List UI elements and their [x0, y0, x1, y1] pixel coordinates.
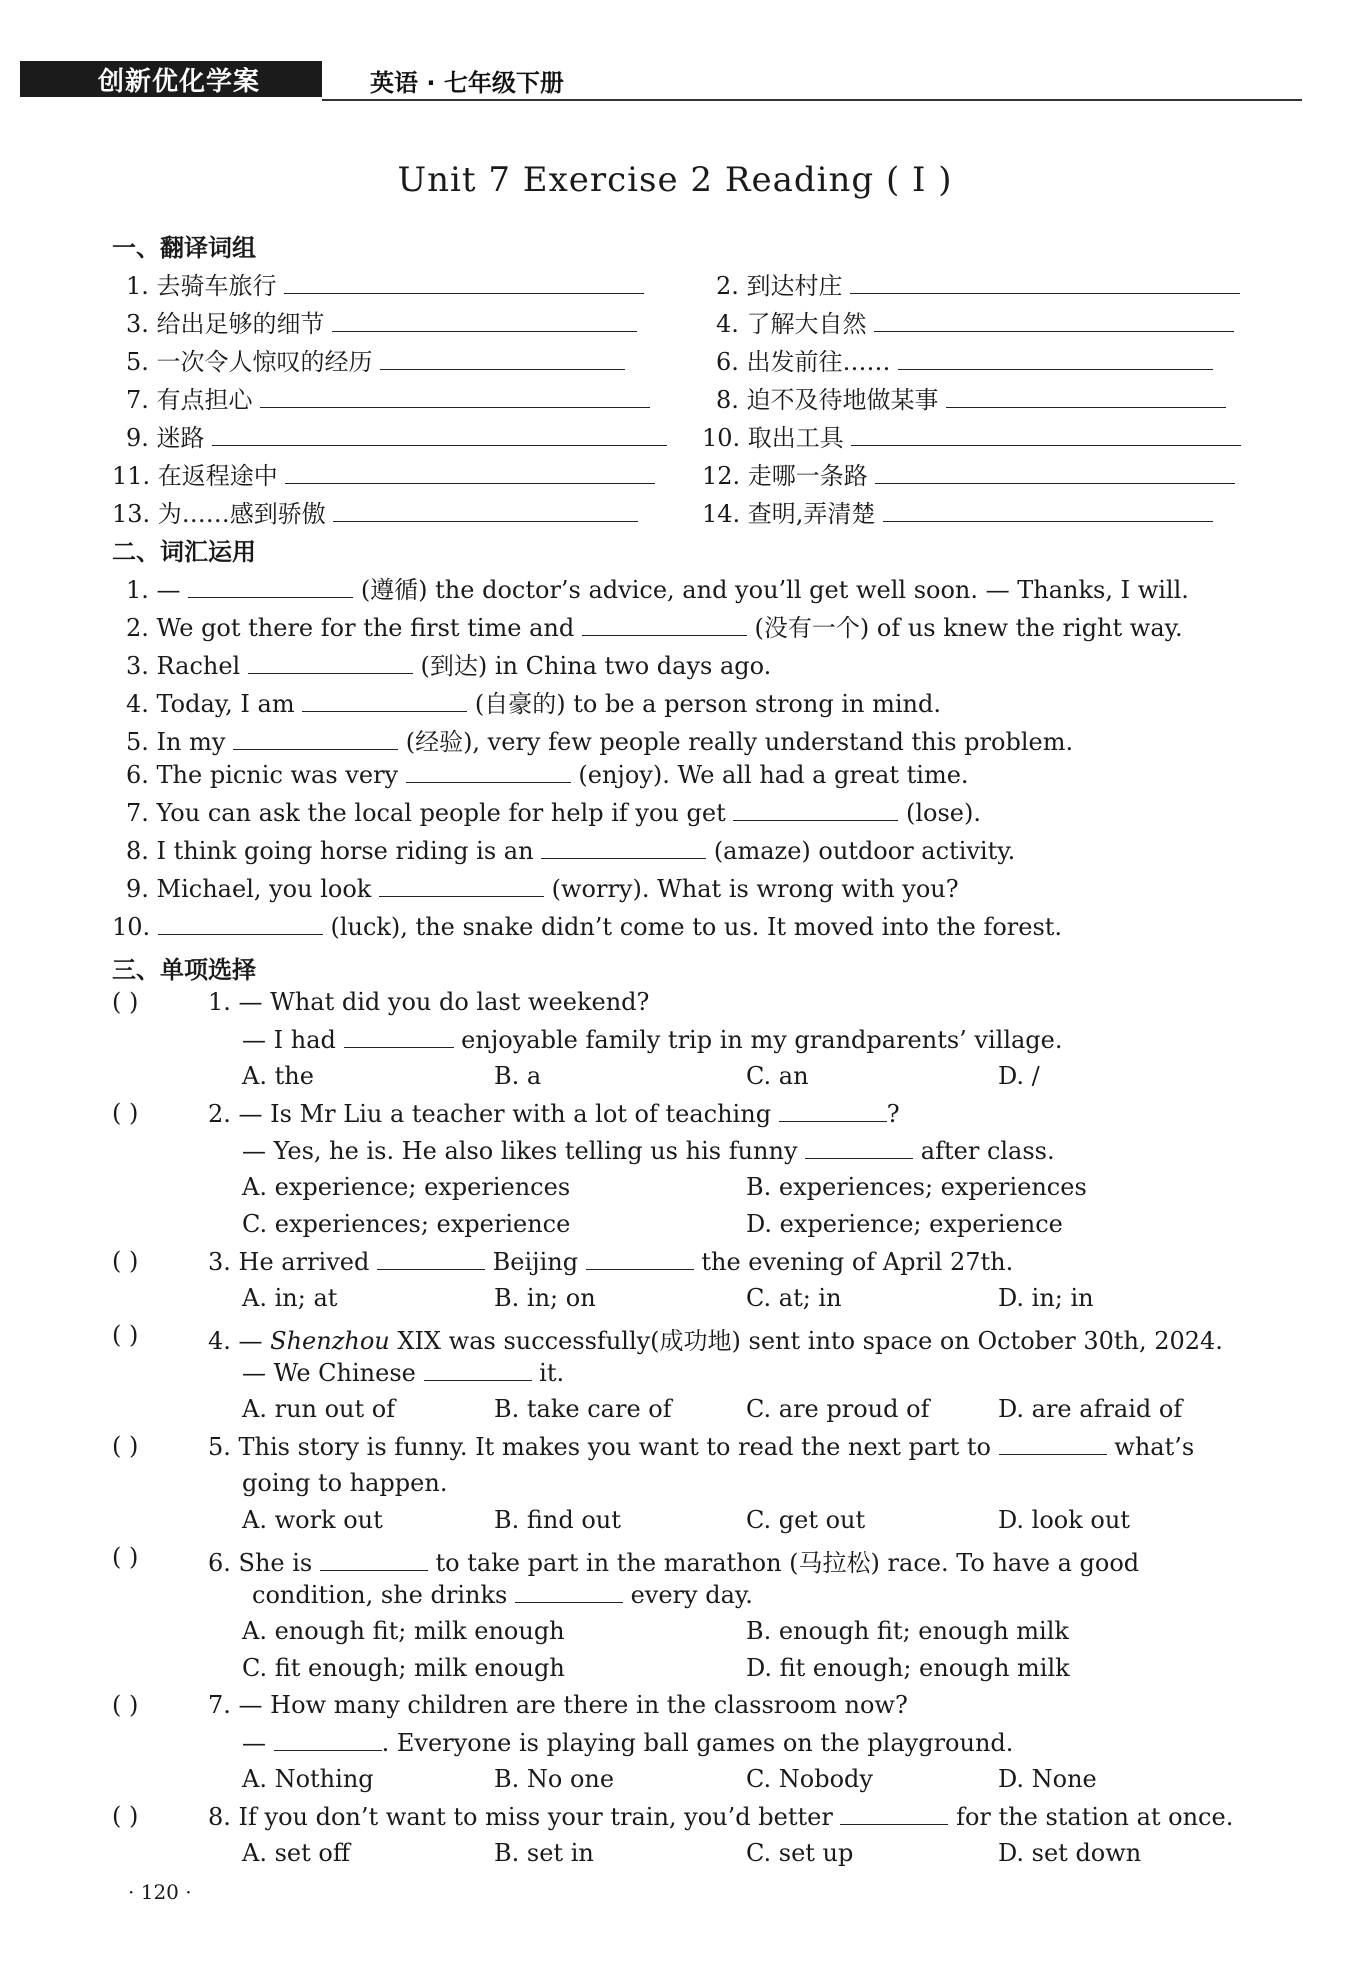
q2-opt-a: A. experience; experiences	[242, 1173, 571, 1201]
s1-item-8: 8. 迫不及待地做某事	[716, 380, 1226, 415]
s1-item-7: 7. 有点担心	[126, 380, 650, 415]
s2-item-5: 5. In my (经验), very few people really understand this problem.	[126, 728, 1074, 756]
q1-opt-b: B. a	[494, 1062, 542, 1090]
answer-paren-5[interactable]: ( )	[112, 1432, 139, 1460]
q5-line1: 5. This story is funny. It makes you want to read the next part to what’s	[208, 1433, 1195, 1461]
s1-item-2: 2. 到达村庄	[716, 266, 1240, 301]
answer-paren-3[interactable]: ( )	[112, 1247, 139, 1275]
q6-opt-d: D. fit enough; enough milk	[746, 1654, 1070, 1682]
s1-item-5: 5. 一次令人惊叹的经历	[126, 342, 625, 377]
q7-line1: 7. — How many children are there in the classroom now?	[208, 1691, 908, 1719]
q1-line2: — I had enjoyable family trip in my grandparents’ village.	[242, 1026, 1063, 1054]
q3-line1: 3. He arrived Beijing the evening of April 27th.	[208, 1248, 1014, 1276]
s2-item-10: 10. (luck), the snake didn’t come to us. It moved into the forest.	[112, 913, 1063, 941]
q6-opt-c: C. fit enough; milk enough	[242, 1654, 565, 1682]
section1-heading: 一、翻译词组	[112, 234, 256, 262]
section3-heading: 三、单项选择	[112, 956, 256, 984]
page-number: · 120 ·	[128, 1880, 192, 1904]
q4-opt-d: D. are afraid of	[998, 1395, 1183, 1423]
s2-item-9: 9. Michael, you look (worry). What is wrong with you?	[126, 875, 959, 903]
q7-opt-c: C. Nobody	[746, 1765, 873, 1793]
q3-opt-c: C. at; in	[746, 1284, 842, 1312]
q7-line2: — . Everyone is playing ball games on the playground.	[242, 1729, 1014, 1757]
answer-paren-4[interactable]: ( )	[112, 1321, 139, 1349]
s1-item-13: 13. 为……感到骄傲	[112, 494, 638, 529]
q1-line1: 1. — What did you do last weekend?	[208, 988, 650, 1016]
section2-heading: 二、词汇运用	[112, 538, 256, 566]
q5-opt-a: A. work out	[242, 1506, 383, 1534]
s1-item-11: 11. 在返程途中	[112, 456, 655, 491]
q6-opt-b: B. enough fit; enough milk	[746, 1617, 1069, 1645]
q7-opt-d: D. None	[998, 1765, 1097, 1793]
q1-opt-d: D. /	[998, 1062, 1040, 1090]
q4-line2: — We Chinese it.	[242, 1359, 565, 1387]
q2-line1: 2. — Is Mr Liu a teacher with a lot of teaching ?	[208, 1100, 900, 1128]
page-header	[20, 55, 1320, 101]
q4-opt-c: C. are proud of	[746, 1395, 930, 1423]
s2-item-7: 7. You can ask the local people for help if you get (lose).	[126, 799, 981, 827]
q3-opt-d: D. in; in	[998, 1284, 1094, 1312]
q6-line1: 6. She is to take part in the marathon (马拉松) race. To have a good	[208, 1549, 1140, 1577]
s2-item-8: 8. I think going horse riding is an (amaze) outdoor activity.	[126, 837, 1016, 865]
q8-opt-d: D. set down	[998, 1839, 1142, 1867]
s1-item-6: 6. 出发前往……	[716, 342, 1213, 377]
answer-paren-6[interactable]: ( )	[112, 1543, 139, 1571]
s2-item-6: 6. The picnic was very (enjoy). We all had a great time.	[126, 761, 969, 789]
s1-item-4: 4. 了解大自然	[716, 304, 1234, 339]
q6-line2: condition, she drinks every day.	[252, 1581, 753, 1609]
s1-item-10: 10. 取出工具	[702, 418, 1241, 453]
q8-opt-c: C. set up	[746, 1839, 854, 1867]
q2-opt-c: C. experiences; experience	[242, 1210, 571, 1238]
s2-item-2: 2. We got there for the first time and (没有一个) of us knew the right way.	[126, 614, 1183, 642]
s1-item-3: 3. 给出足够的细节	[126, 304, 637, 339]
q8-line1: 8. If you don’t want to miss your train, you’d better for the station at once.	[208, 1803, 1234, 1831]
q5-line2: going to happen.	[242, 1469, 448, 1497]
q4-line1: 4. — Shenzhou XIX was successfully(成功地) sent into space on October 30th, 2024.	[208, 1327, 1223, 1355]
answer-paren-1[interactable]: ( )	[112, 988, 139, 1016]
answer-paren-7[interactable]: ( )	[112, 1691, 139, 1719]
answer-paren-8[interactable]: ( )	[112, 1802, 139, 1830]
brand-text: 创新优化学案	[98, 66, 261, 97]
page-title: Unit 7 Exercise 2 Reading ( Ⅰ )	[397, 160, 953, 200]
brand-logo	[20, 61, 322, 97]
q8-opt-b: B. set in	[494, 1839, 594, 1867]
s2-item-4: 4. Today, I am (自豪的) to be a person strong in mind.	[126, 690, 941, 718]
q5-opt-d: D. look out	[998, 1506, 1130, 1534]
q7-opt-b: B. No one	[494, 1765, 615, 1793]
q1-opt-a: A. the	[242, 1062, 314, 1090]
q4-opt-b: B. take care of	[494, 1395, 672, 1423]
s2-item-3: 3. Rachel (到达) in China two days ago.	[126, 652, 772, 680]
s1-item-14: 14. 查明,弄清楚	[702, 494, 1213, 529]
answer-paren-2[interactable]: ( )	[112, 1099, 139, 1127]
s1-item-1: 1. 去骑车旅行	[126, 266, 644, 301]
q4-opt-a: A. run out of	[242, 1395, 396, 1423]
q8-opt-a: A. set off	[242, 1839, 350, 1867]
q5-opt-b: B. find out	[494, 1506, 621, 1534]
q3-opt-b: B. in; on	[494, 1284, 596, 1312]
q7-opt-a: A. Nothing	[242, 1765, 374, 1793]
q2-opt-d: D. experience; experience	[746, 1210, 1063, 1238]
s1-item-9: 9. 迷路	[126, 418, 667, 453]
q2-opt-b: B. experiences; experiences	[746, 1173, 1087, 1201]
q2-line2: — Yes, he is. He also likes telling us his funny after class.	[242, 1137, 1055, 1165]
header-divider	[322, 99, 1302, 101]
q5-opt-c: C. get out	[746, 1506, 866, 1534]
s1-item-12: 12. 走哪一条路	[702, 456, 1235, 491]
q3-opt-a: A. in; at	[242, 1284, 338, 1312]
q1-opt-c: C. an	[746, 1062, 809, 1090]
book-subject: 英语 · 七年级下册	[370, 69, 564, 97]
q6-opt-a: A. enough fit; milk enough	[242, 1617, 565, 1645]
s2-item-1: 1. — (遵循) the doctor’s advice, and you’ll get well soon. — Thanks, I will.	[126, 576, 1189, 604]
